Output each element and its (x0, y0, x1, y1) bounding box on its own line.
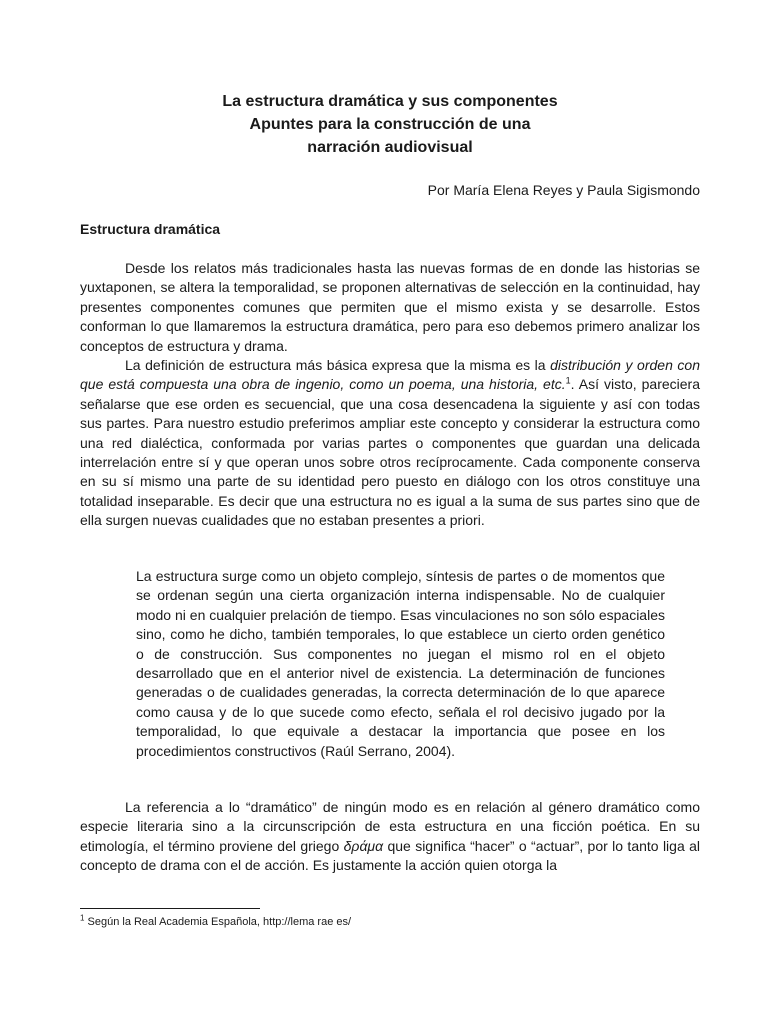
footnote-mark: 1 (80, 913, 85, 923)
footnote-reference: 1 (565, 375, 571, 386)
paragraph-3 (80, 798, 700, 876)
greek-word: δράμα (343, 837, 384, 854)
definition-italic: distribución y orden con que está compuesta una obra de ingenio, como un poema, una historia, etc. (80, 357, 700, 393)
body-paragraphs-2 (80, 798, 700, 876)
quote-text: La estructura surge como un objeto complejo, síntesis de partes o de momentos que se ordenan según una cierta organización interna indispensable. No de cualquier modo ni en cualquier prelación de tiempo. Esas vinculaciones no son sólo espaciales sino, como he dicho, también temporales, lo que establece un cierto orden genético o de construcción. Sus componentes no juegan el mismo rol en el objeto desarrollado que en el anterior nivel de existencia. La determinación de funciones generadas o de cualidades generadas, la correcta determinación de lo que aparece como causa y de lo que sucede como efecto, señala el rol decisivo jugado por la temporalidad, lo que equivale a destacar la importancia que posee en los procedimientos constructivos (Raúl Serrano, 2004). (136, 568, 665, 759)
footnote-text: Según la Real Academia Española, http://lema rae es/ (84, 916, 352, 928)
title-line-3: narración audiovisual (307, 139, 473, 156)
body-paragraphs-1 (80, 259, 700, 531)
document-title (80, 90, 700, 159)
paragraph-3-end: que significa “hacer” o “actuar”, por lo tanto liga al concepto de drama con el de acción. Es justamente la acción quien otorga la (80, 837, 701, 874)
author-byline: Por María Elena Reyes y Paula Sigismondo (427, 182, 700, 198)
title-line-1: La estructura dramática y sus componentes (222, 93, 558, 110)
paragraph-2 (80, 356, 700, 531)
paragraph-3-start: La referencia a lo “dramático” de ningún modo es en relación al género dramático como especie literaria sino a la circunscripción de esta estructura en una ficción poética. En su etimología, el término proviene del griego (80, 799, 700, 854)
footnote (80, 914, 351, 930)
section-heading: Estructura dramática (80, 221, 221, 237)
block-quote (136, 567, 665, 761)
title-line-2: Apuntes para la construcción de una (249, 116, 531, 133)
paragraph-2-end: . Así visto, pareciera señalarse que ese orden es secuencial, que una cosa desencadena la siguiente y así con todas sus partes. Para nuestro estudio preferimos ampliar este concepto y considerar la estructura como una red dialéctica, conformada por varias partes o componentes que guardan una delicada interrelación entre sí y que operan unos sobre otros recíprocamente. Cada componente conserva en su sí mismo una parte de su identidad pero puesto en diálogo con los otros constituye una totalidad inseparable. Es decir que una estructura no es igual a la suma de sus partes sino que de ella surgen nuevas cualidades que no estaban presentes a priori. (80, 376, 700, 529)
paragraph-1: Desde los relatos más tradicionales hasta las nuevas formas de en donde las historias se yuxtaponen, se altera la temporalidad, se proponen alternativas de selección en la continuidad, hay presentes componentes comunes que permiten que el mismo exista y se desarrolle. Estos conforman lo que llamaremos la estructura dramática, pero para eso debemos primero analizar los conceptos de estructura y drama. (80, 260, 700, 354)
paragraph-2-start: La definición de estructura más básica expresa que la misma es la (125, 357, 551, 374)
footnote-divider (80, 908, 260, 909)
